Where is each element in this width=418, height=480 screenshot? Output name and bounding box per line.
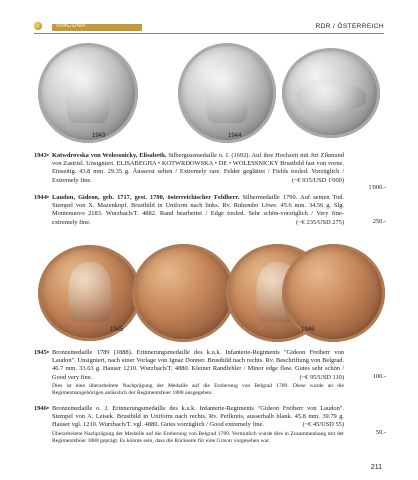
lot-number: 1946•	[34, 405, 50, 412]
lot-number: 1943•	[34, 152, 50, 159]
lot-body: Silbermedaille 1790. Auf seinen Tod. Stempel von X. Mazenkopf. Brustbild in Uniform nach links. Rv. Ruhender Löwe. 45.6 mm. 34.56 g. Slg. Montenuovo 2183. Wurzbach/T. 4882. Rand bearbeitet / Edge tooled. Sehr schön-vorzüglich / Very fine-extremely fine.	[52, 194, 345, 226]
lot-note: Überarbeitete Nachprägung der Medaille auf die Eroberung von Belgrad 1789. Vermutlich wurde dies in Zusammenhang mit der Regimentsfeier 1888 geprägt. Es könnte sein, dass die Rückseite für eine Gravur vorgesehen war.	[52, 430, 344, 445]
figure-label: 1943	[92, 133, 106, 139]
coin-1946-reverse	[282, 244, 385, 342]
page-number: 211	[370, 464, 382, 471]
coin-1945-reverse	[132, 244, 235, 342]
lot-price: 250.-	[372, 218, 386, 225]
coin-1945-obverse	[38, 245, 141, 341]
coin-1944-reverse	[282, 48, 380, 138]
coin-1944-obverse	[178, 43, 276, 143]
brand-label: SINCONA	[56, 23, 86, 29]
lot-description	[52, 349, 344, 398]
lot-description	[52, 405, 344, 445]
lot-estimate: (~€ 235/USD 275)	[296, 218, 344, 226]
lot-description	[52, 194, 344, 227]
lot-title: Laudon, Gideon, geb. 1717, gest. 1790, österreichischer Feldherr.	[52, 194, 240, 201]
lot-number: 1945•	[34, 349, 50, 356]
brand-bar	[52, 24, 142, 31]
lot-estimate: (~€ 95/USD 110)	[299, 373, 344, 381]
lot-price: 1'000.-	[368, 184, 386, 191]
lot-note: Dies ist eine überarbeitete Nachprägung der Medaille auf die Eroberung von Belgrad 1789. Diese wurde an die Regimentsangehörigen anlässlich der Regimentsfeier 1888 ausgegeben.	[52, 382, 344, 397]
lot-title: Kotwdrovska von Wolessnicky, Elisabeth.	[52, 152, 167, 159]
lot-body: Silbergussmedaille o. J. (1692). Auf ihre Hochzeit mit Jiri Zikmund von Zastrizl. Unsigniert. ELISABEGHA • KOTWRDOWSKA • DE • WOLESSNICKY Brustbild fast von vorne. Einseitig. 43.8 mm. 29.35 g. Äusserst selten / Extremely rare. Felder geglättet / Fields tooled. Vorzüglich / Extremely fine.	[52, 152, 344, 184]
sincona-logo-icon	[34, 22, 42, 30]
page-header	[0, 0, 418, 30]
section-title: RDR / ÖSTERREICH	[315, 23, 384, 30]
lot-description	[52, 152, 344, 185]
figure-label: 1944	[228, 133, 242, 139]
lot-estimate: (~€ 935/USD 1'000)	[291, 176, 344, 184]
lot-price: 100.-	[372, 373, 386, 380]
header-rule	[34, 33, 384, 34]
lot-number: 1944•	[34, 194, 50, 201]
lot-body: Bronzemedaille o. J. Erinnerungsmedaille des k.u.k. Infanterie-Regiments "Gideon Freiherr von Laudon". Stempel von A. Leisek. Brustbild in Uniform nach rechts. Rv. Perlkreis, ausserhalb blank. 45.8 mm. 39.79 g. Hauser vgl. 1210. Wurzbach/T. vgl. 4880. Gutes vorzüglich / Good extremely fine.	[52, 405, 344, 429]
lot-estimate: (~€ 45/USD 55)	[302, 421, 344, 429]
lot-body: Bronzemedaille 1789 (1888). Erinnerungsmedaille des k.u.k. Infanterie-Regiments "Gideon Freiherr von Laudon". Unsigniert, nach einer Vorlage von Ignaz Donner. Brustbild nach rechts. Rv. Beschriftung von Belgrad. 46.7 mm. 33.63 g. Hauser 1210. Wurzbach/T. 4880. Kleiner Randfehler / Minor edge flaw. Gutes sehr schön / Good very fine.	[52, 349, 344, 381]
coin-1943-obverse	[38, 43, 138, 143]
figure-label: 1946	[301, 327, 315, 333]
figure-label: 1945	[110, 327, 124, 333]
lot-price: 50.-	[375, 429, 386, 436]
